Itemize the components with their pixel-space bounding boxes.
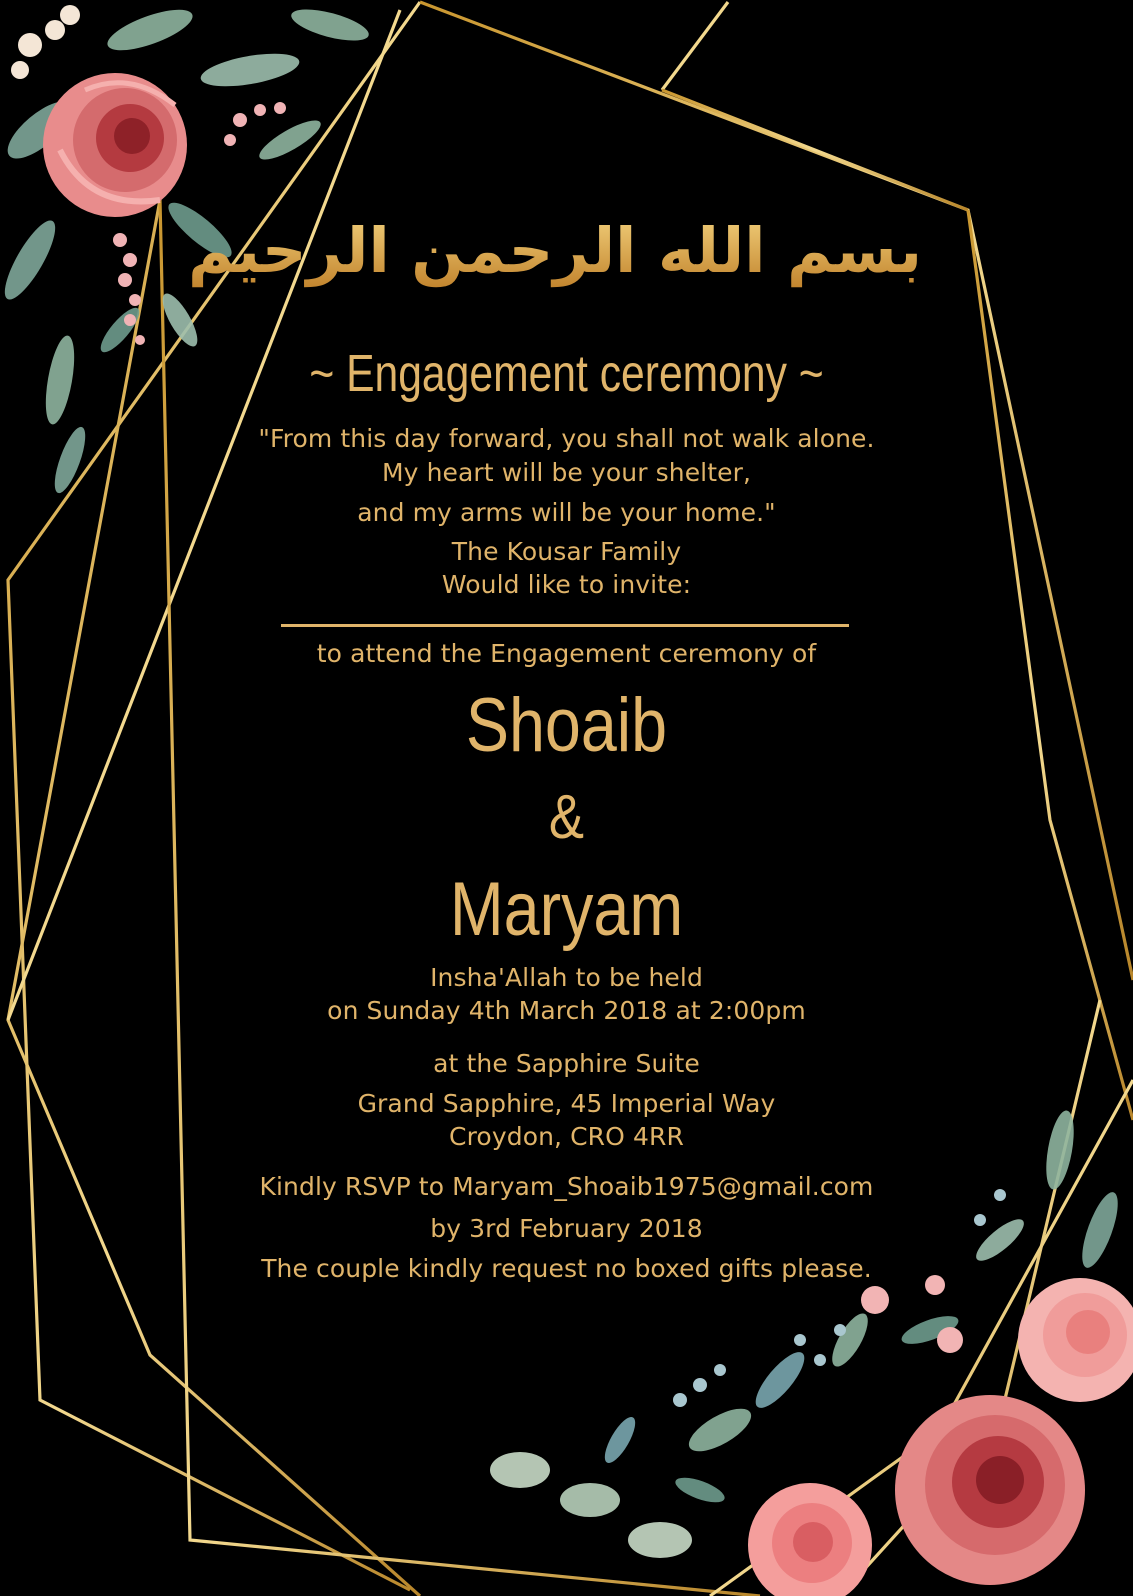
bride-name: Maryam xyxy=(449,867,684,952)
groom-name: Shoaib xyxy=(465,683,668,768)
heading: ~ Engagement ceremony ~ xyxy=(309,345,824,403)
bismillah-calligraphy xyxy=(187,180,923,310)
quote-line-3: and my arms will be your home." xyxy=(357,498,776,527)
address-line-1: Grand Sapphire, 45 Imperial Way xyxy=(357,1089,776,1118)
hosts: The Kousar Family xyxy=(451,537,682,566)
ampersand: & xyxy=(548,783,585,852)
held-line: Insha'Allah to be held xyxy=(430,963,703,992)
rsvp-line: Kindly RSVP to Maryam_Shoaib1975@gmail.com xyxy=(259,1172,874,1201)
rose-small-bottom xyxy=(748,1483,872,1596)
gifts-note: The couple kindly request no boxed gifts please. xyxy=(261,1254,872,1283)
quote-line-2: My heart will be your shelter, xyxy=(381,458,752,487)
attend-line: to attend the Engagement ceremony of xyxy=(316,639,817,668)
svg-text:بسم الله الرحمن الرحيم: بسم الله الرحمن الرحيم xyxy=(187,214,923,287)
rose-pink-right xyxy=(1018,1278,1133,1402)
rsvp-by-line: by 3rd February 2018 xyxy=(430,1214,703,1243)
address-line-2: Croydon, CRO 4RR xyxy=(449,1122,684,1151)
rose-large-bottom-right xyxy=(895,1395,1085,1585)
invite-line: Would like to invite: xyxy=(441,570,692,599)
divider-line xyxy=(281,624,849,627)
quote-line-1: "From this day forward, you shall not walk alone. xyxy=(258,424,875,453)
date-line: on Sunday 4th March 2018 at 2:00pm xyxy=(327,996,806,1025)
venue: at the Sapphire Suite xyxy=(433,1049,700,1078)
